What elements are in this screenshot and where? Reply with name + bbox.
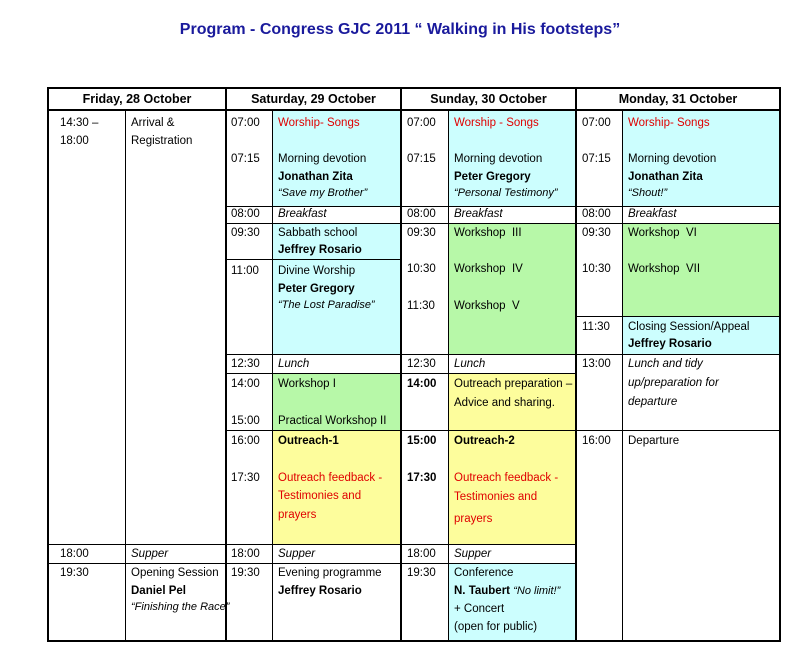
line-sun-3 — [400, 354, 576, 355]
sat-lunch-time: 12:30 — [231, 358, 260, 370]
sun-devotion: Morning devotion — [454, 153, 543, 165]
mon-lunch-2: up/preparation for — [628, 377, 719, 389]
fri-arrival-time-end: 18:00 — [60, 135, 89, 147]
fri-arrival-time-start: 14:30 – — [60, 117, 99, 129]
col-border-mon-time — [622, 110, 623, 640]
sat-ws1: Workshop I — [278, 378, 336, 390]
col-border-sat — [400, 87, 402, 640]
mon-breakfast-time: 08:00 — [582, 208, 611, 220]
sun-concert: + Concert — [454, 603, 505, 615]
sun-worship: Worship - Songs — [454, 117, 539, 129]
sat-devotion-speaker: Jonathan Zita — [278, 171, 353, 183]
line-sat-3 — [225, 259, 401, 260]
sun-ws5: Workshop V — [454, 300, 520, 312]
sat-evening-speaker: Jeffrey Rosario — [278, 585, 362, 597]
line-sun-2 — [400, 223, 576, 224]
mon-breakfast: Breakfast — [628, 208, 677, 220]
sun-prep-1: Outreach preparation – — [454, 378, 573, 390]
col-border-fri-time — [125, 110, 126, 640]
sun-out2-time: 15:00 — [407, 435, 437, 447]
sun-feedback-1: Outreach feedback - — [454, 472, 559, 484]
line-sat-7 — [225, 544, 401, 545]
sat-divine-time: 11:00 — [231, 265, 259, 277]
line-sat-2 — [225, 223, 401, 224]
sat-ws2-time: 15:00 — [231, 415, 260, 427]
mon-worship: Worship- Songs — [628, 117, 710, 129]
col-border-left — [47, 87, 49, 640]
fri-opening-speaker: Daniel Pel — [131, 585, 186, 597]
sat-devotion-subtitle: “Save my Brother” — [278, 187, 368, 199]
header-saturday: Saturday, 29 October — [251, 92, 376, 106]
sun-feedback-time: 17:30 — [407, 472, 437, 484]
sat-feedback-2: Testimonies and — [278, 490, 362, 502]
mon-devotion-time: 07:15 — [582, 153, 611, 165]
fri-opening: Opening Session — [131, 567, 219, 579]
sat-devotion: Morning devotion — [278, 153, 367, 165]
sun-feedback-3: prayers — [454, 513, 493, 525]
sun-ws3: Workshop III — [454, 227, 522, 239]
sat-feedback-1: Outreach feedback - — [278, 472, 383, 484]
sun-ws5-time: 11:30 — [407, 300, 435, 312]
col-border-sun-time — [448, 110, 449, 640]
sun-ws3-time: 09:30 — [407, 227, 436, 239]
sat-worship-time: 07:00 — [231, 117, 260, 129]
sat-divine: Divine Worship — [278, 265, 356, 277]
page-title: Program - Congress GJC 2011 “ Walking in His footsteps” — [179, 21, 621, 38]
mon-devotion: Morning devotion — [628, 153, 717, 165]
sun-devotion-speaker: Peter Gregory — [454, 171, 531, 183]
sat-evening: Evening programme — [278, 567, 382, 579]
line-sun-4 — [400, 373, 576, 374]
sat-out1: Outreach-1 — [278, 435, 339, 447]
mon-ws6: Workshop VI — [628, 227, 697, 239]
mon-worship-time: 07:00 — [582, 117, 611, 129]
sat-ws2: Practical Workshop II — [278, 415, 387, 427]
sat-feedback-3: prayers — [278, 509, 317, 521]
sat-worship: Worship- Songs — [278, 117, 360, 129]
sun-prep-2: Advice and sharing. — [454, 397, 556, 409]
mon-closing: Closing Session/Appeal — [628, 321, 750, 333]
mon-closing-time: 11:30 — [582, 321, 610, 333]
line-mon-3 — [575, 316, 781, 317]
fri-supper-time: 18:00 — [60, 548, 89, 560]
sat-breakfast-time: 08:00 — [231, 208, 260, 220]
sat-ws1-time: 14:00 — [231, 378, 260, 390]
line-sat-6 — [225, 430, 401, 431]
sat-divine-subtitle: “The Lost Paradise” — [278, 299, 375, 311]
sun-workshop-cell — [448, 223, 576, 354]
sat-lunch: Lunch — [278, 358, 310, 370]
col-border-fri — [225, 87, 227, 640]
sat-sabbath: Sabbath school — [278, 227, 358, 239]
line-mon-4 — [575, 354, 781, 355]
sun-ws4-time: 10:30 — [407, 263, 436, 275]
sun-conf-time: 19:30 — [407, 567, 436, 579]
mon-lunch-time: 13:00 — [582, 358, 611, 370]
mon-lunch-1: Lunch and tidy — [628, 358, 703, 370]
sun-lunch-time: 12:30 — [407, 358, 436, 370]
sat-devotion-time: 07:15 — [231, 153, 260, 165]
line-sun-7 — [400, 563, 576, 564]
mon-ws7: Workshop VII — [628, 263, 701, 275]
mon-ws7-time: 10:30 — [582, 263, 611, 275]
line-sat-4 — [225, 354, 401, 355]
line-mon-5 — [575, 430, 781, 431]
sun-breakfast: Breakfast — [454, 208, 503, 220]
mon-departure: Departure — [628, 435, 680, 447]
sat-feedback-time: 17:30 — [231, 472, 260, 484]
mon-closing-speaker: Jeffrey Rosario — [628, 338, 712, 350]
line-sat-8 — [225, 563, 401, 564]
sat-supper: Supper — [278, 548, 316, 560]
sun-breakfast-time: 08:00 — [407, 208, 436, 220]
line-sat-5 — [225, 373, 401, 374]
col-border-sat-time — [272, 110, 273, 640]
sun-supper: Supper — [454, 548, 492, 560]
header-friday: Friday, 28 October — [82, 92, 192, 106]
sun-prep-time: 14:00 — [407, 378, 437, 390]
sat-sabbath-speaker: Jeffrey Rosario — [278, 244, 362, 256]
line-bottom — [47, 640, 781, 642]
fri-opening-subtitle: “Finishing the Race” — [131, 601, 230, 613]
line-mon-2 — [575, 223, 781, 224]
sat-breakfast: Breakfast — [278, 208, 327, 220]
sat-out1-time: 16:00 — [231, 435, 260, 447]
mon-ws6-time: 09:30 — [582, 227, 611, 239]
sun-devotion-subtitle: “Personal Testimony” — [454, 187, 558, 199]
sun-conf-line — [454, 584, 560, 599]
col-border-sun — [575, 87, 577, 640]
sun-ws4: Workshop IV — [454, 263, 523, 275]
sat-divine-speaker: Peter Gregory — [278, 283, 355, 295]
sun-supper-time: 18:00 — [407, 548, 436, 560]
line-sun-6 — [400, 544, 576, 545]
sat-sabbath-time: 09:30 — [231, 227, 260, 239]
mon-devotion-subtitle: “Shout!” — [628, 187, 668, 199]
sat-evening-time: 19:30 — [231, 567, 260, 579]
sun-out2: Outreach-2 — [454, 435, 515, 447]
col-border-right — [779, 87, 781, 640]
line-fri-supper — [47, 544, 227, 545]
fri-supper: Supper — [131, 548, 169, 560]
mon-devotion-speaker: Jonathan Zita — [628, 171, 703, 183]
sun-feedback-2: Testimonies and — [454, 491, 538, 503]
fri-arrival: Arrival & — [131, 117, 175, 129]
sun-devotion-time: 07:15 — [407, 153, 436, 165]
sun-public: (open for public) — [454, 621, 538, 633]
sun-conf-subtitle: “No limit!” — [513, 585, 561, 597]
sun-conf: Conference — [454, 567, 514, 579]
sun-conf-speaker: N. Taubert — [454, 585, 511, 597]
sun-lunch: Lunch — [454, 358, 486, 370]
sun-worship-time: 07:00 — [407, 117, 436, 129]
fri-registration: Registration — [131, 135, 193, 147]
mon-departure-time: 16:00 — [582, 435, 611, 447]
header-monday: Monday, 31 October — [618, 92, 738, 106]
mon-lunch-3: departure — [628, 396, 678, 408]
header-sunday: Sunday, 30 October — [430, 92, 547, 106]
line-fri-opening — [47, 563, 227, 564]
line-sun-5 — [400, 430, 576, 431]
fri-opening-time: 19:30 — [60, 567, 89, 579]
sat-supper-time: 18:00 — [231, 548, 260, 560]
